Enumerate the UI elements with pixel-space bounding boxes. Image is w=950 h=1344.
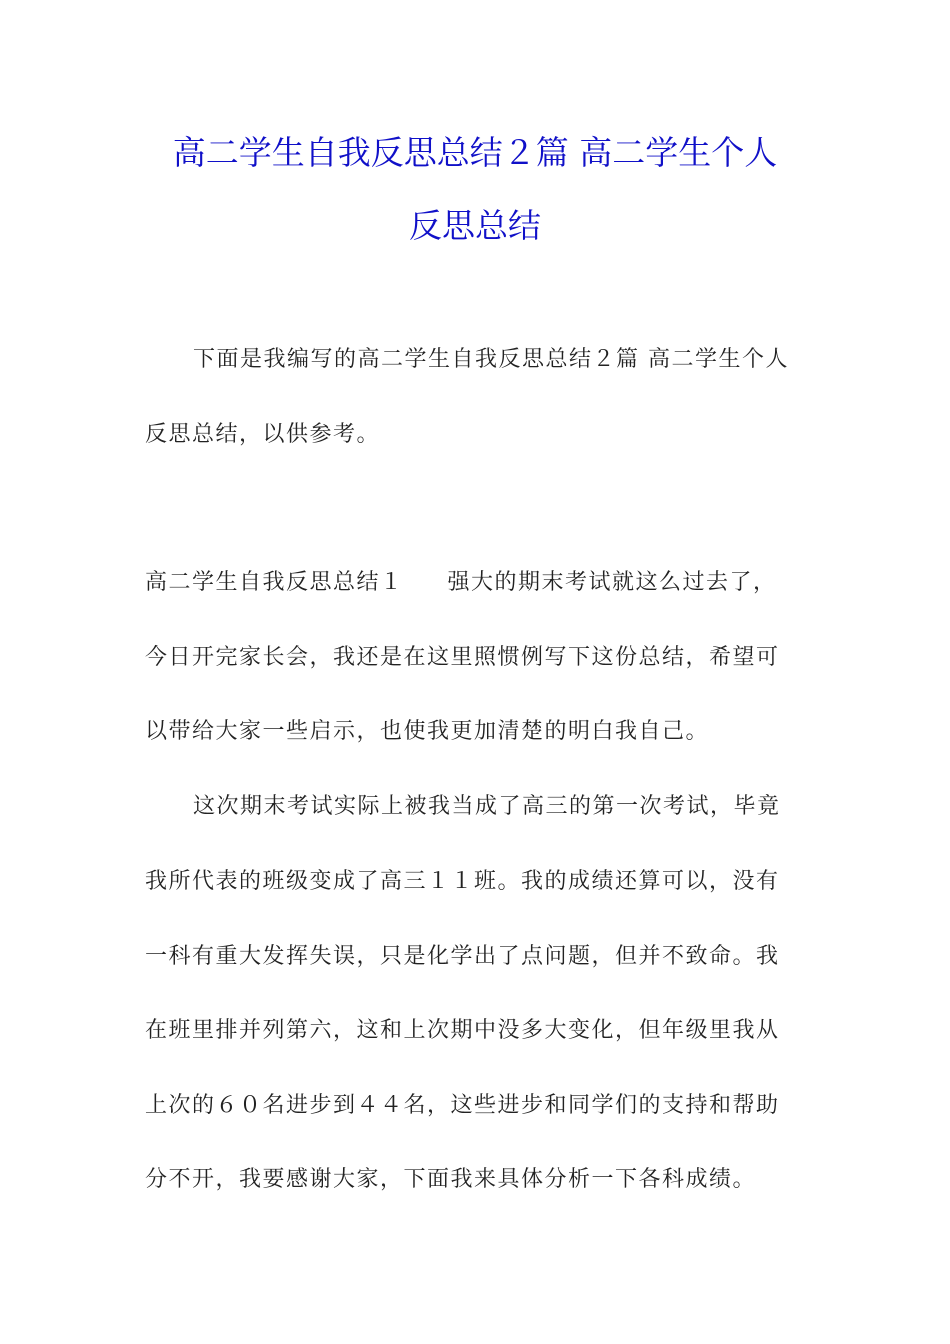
document-title-line-2: 反思总结	[409, 206, 541, 245]
section1-heading: 高二学生自我反思总结１	[145, 570, 404, 595]
paragraph2-line-4: 在班里排并列第六，这和上次期中没多大变化，但年级里我从	[145, 1018, 780, 1043]
section1-line-1: 强大的期末考试就这么过去了，	[447, 570, 777, 595]
intro-line-2: 反思总结，以供参考。	[145, 422, 381, 447]
paragraph2-line-5: 上次的６０名进步到４４名，这些进步和同学们的支持和帮助	[145, 1093, 780, 1118]
intro-line-1: 下面是我编写的高二学生自我反思总结２篇 高二学生个人	[193, 347, 789, 372]
paragraph2-line-2: 我所代表的班级变成了高三１１班。我的成绩还算可以，没有	[145, 869, 780, 894]
document-title-line-1: 高二学生自我反思总结２篇 高二学生个人	[172, 133, 778, 172]
paragraph2-line-1: 这次期末考试实际上被我当成了高三的第一次考试，毕竟	[193, 794, 781, 819]
paragraph2-line-3: 一科有重大发挥失误，只是化学出了点问题，但并不致命。我	[145, 944, 780, 969]
section1-line-2: 今日开完家长会，我还是在这里照惯例写下这份总结，希望可	[145, 645, 780, 670]
section1-line-3: 以带给大家一些启示，也使我更加清楚的明白我自己。	[145, 719, 710, 744]
section1-first-line	[145, 568, 810, 598]
paragraph2-line-6: 分不开，我要感谢大家，下面我来具体分析一下各科成绩。	[145, 1167, 757, 1192]
